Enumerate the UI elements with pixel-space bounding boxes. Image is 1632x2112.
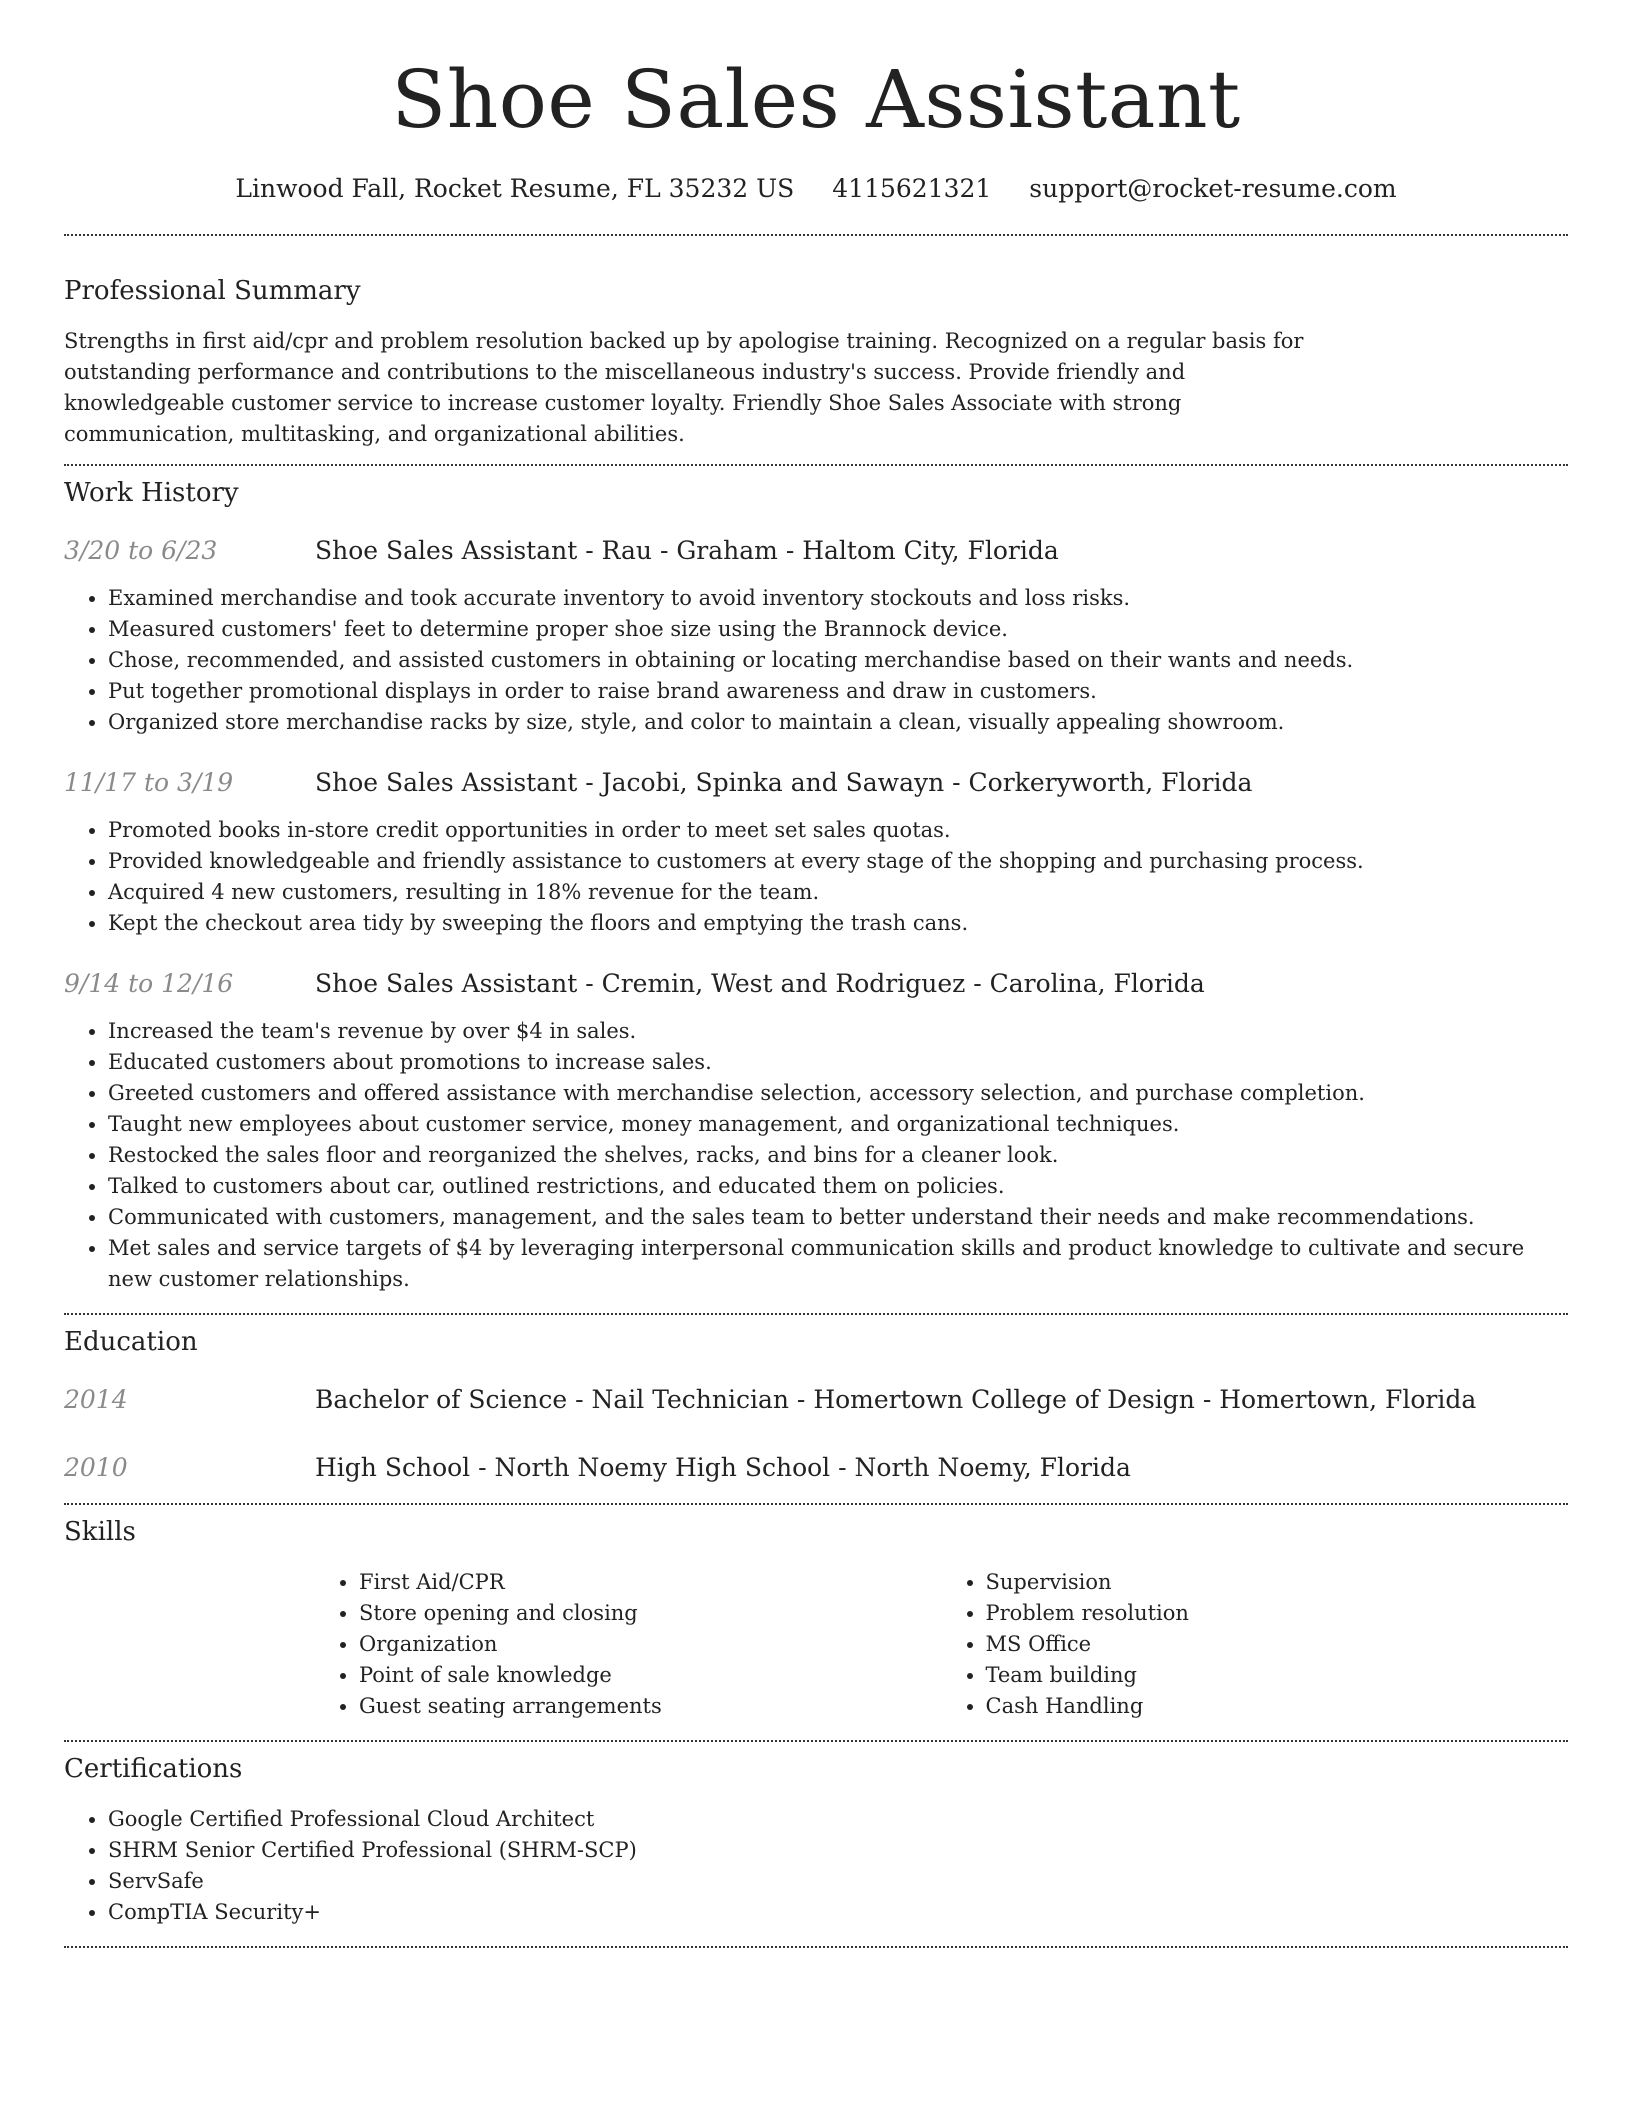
list-item: • MS Office bbox=[986, 1629, 1569, 1660]
list-item: • Organization bbox=[359, 1629, 942, 1660]
job-title: Shoe Sales Assistant - Rau - Graham - Haltom City, Florida bbox=[315, 536, 1059, 565]
job-dates: 9/14 to 12/16 bbox=[64, 969, 234, 998]
list-item: • Team building bbox=[986, 1660, 1569, 1691]
list-item: • Cash Handling bbox=[986, 1691, 1569, 1722]
list-item: • Increased the team's revenue by over $4 in sales. bbox=[108, 1016, 1568, 1047]
job-title: Shoe Sales Assistant - Jacobi, Spinka and Sawayn - Corkeryworth, Florida bbox=[315, 768, 1253, 797]
candidate-name: Shoe Sales Assistant bbox=[391, 53, 1241, 146]
list-item: • Examined merchandise and took accurate inventory to avoid inventory stockouts and loss risks. bbox=[108, 583, 1568, 614]
list-item: • Communicated with customers, management, and the sales team to better understand their needs and make recommendations. bbox=[108, 1202, 1568, 1233]
certifications-list bbox=[64, 1804, 1568, 1928]
job-bullets bbox=[64, 1016, 1568, 1295]
education-degree: Bachelor of Science - Nail Technician bbox=[315, 1385, 789, 1414]
list-item: • Organized store merchandise racks by size, style, and color to maintain a clean, visually appealing showroom. bbox=[108, 707, 1568, 738]
resume-page bbox=[64, 0, 1568, 1948]
list-item: • Measured customers' feet to determine proper shoe size using the Brannock device. bbox=[108, 614, 1568, 645]
job-title: Shoe Sales Assistant - Cremin, West and Rodriguez - Carolina, Florida bbox=[315, 969, 1205, 998]
divider bbox=[64, 1503, 1568, 1505]
job-entry bbox=[64, 536, 1568, 738]
skills-list bbox=[315, 1567, 1568, 1722]
list-item: • CompTIA Security+ bbox=[108, 1897, 1568, 1928]
list-item: • Point of sale knowledge bbox=[359, 1660, 942, 1691]
list-item: • Taught new employees about customer service, money management, and organizational techniques. bbox=[108, 1109, 1568, 1140]
list-item: • Met sales and service targets of $4 by leveraging interpersonal communication skills and product knowledge to cultivate and secure new customer relationships. bbox=[108, 1233, 1568, 1295]
list-item: • Greeted customers and offered assistance with merchandise selection, accessory selection, and purchase completion. bbox=[108, 1078, 1568, 1109]
section-title-work-history: Work History bbox=[64, 478, 239, 508]
list-item: • Google Certified Professional Cloud Architect bbox=[108, 1804, 1568, 1835]
contact-email: support@rocket-resume.com bbox=[1029, 174, 1397, 203]
list-item: • SHRM Senior Certified Professional (SHRM-SCP) bbox=[108, 1835, 1568, 1866]
contact-line bbox=[64, 174, 1568, 204]
list-item: • Kept the checkout area tidy by sweeping the floors and emptying the trash cans. bbox=[108, 908, 1568, 939]
education-entry bbox=[64, 1453, 1568, 1483]
job-dates: 11/17 to 3/19 bbox=[64, 768, 234, 797]
education-entry bbox=[64, 1385, 1568, 1415]
section-title-education: Education bbox=[64, 1327, 198, 1357]
education-year: 2014 bbox=[64, 1385, 128, 1414]
section-title-skills: Skills bbox=[64, 1517, 136, 1547]
divider bbox=[64, 1946, 1568, 1948]
skills-column-left bbox=[315, 1567, 942, 1722]
job-entry bbox=[64, 969, 1568, 1295]
summary-text: Strengths in first aid/cpr and problem resolution backed up by apologise training. Recognized on a regular basis for outstanding performance and contributions to the miscellaneous industry's success. Provide friendly and knowledgeable customer service to increase customer loyalty. Friendly Shoe Sales Associate with strong communication, multitasking, and organizational abilities. bbox=[64, 329, 1304, 446]
education-school: - North Noemy High School - North Noemy, Florida bbox=[470, 1453, 1131, 1482]
list-item: • Problem resolution bbox=[986, 1598, 1569, 1629]
divider bbox=[64, 234, 1568, 236]
list-item: • Promoted books in-store credit opportunities in order to meet set sales quotas. bbox=[108, 815, 1568, 846]
list-item: • Guest seating arrangements bbox=[359, 1691, 942, 1722]
list-item: • First Aid/CPR bbox=[359, 1567, 942, 1598]
list-item: • Acquired 4 new customers, resulting in 18% revenue for the team. bbox=[108, 877, 1568, 908]
list-item: • ServSafe bbox=[108, 1866, 1568, 1897]
list-item: • Supervision bbox=[986, 1567, 1569, 1598]
job-bullets bbox=[64, 815, 1568, 939]
section-title-certifications: Certifications bbox=[64, 1754, 243, 1784]
divider bbox=[64, 1313, 1568, 1315]
list-item: • Talked to customers about car, outlined restrictions, and educated them on policies. bbox=[108, 1171, 1568, 1202]
list-item: • Chose, recommended, and assisted customers in obtaining or locating merchandise based on their wants and needs. bbox=[108, 645, 1568, 676]
education-degree: High School bbox=[315, 1453, 471, 1482]
list-item: • Provided knowledgeable and friendly assistance to customers at every stage of the shopping and purchasing process. bbox=[108, 846, 1568, 877]
job-entry bbox=[64, 768, 1568, 939]
list-item: • Restocked the sales floor and reorganized the shelves, racks, and bins for a cleaner look. bbox=[108, 1140, 1568, 1171]
list-item: • Store opening and closing bbox=[359, 1598, 942, 1629]
list-item: • Educated customers about promotions to increase sales. bbox=[108, 1047, 1568, 1078]
divider bbox=[64, 464, 1568, 466]
education-year: 2010 bbox=[64, 1453, 128, 1482]
list-item: • Put together promotional displays in order to raise brand awareness and draw in customers. bbox=[108, 676, 1568, 707]
contact-address: Linwood Fall, Rocket Resume, FL 35232 US bbox=[235, 174, 795, 203]
skills-column-right bbox=[942, 1567, 1569, 1722]
section-title-summary: Professional Summary bbox=[64, 276, 361, 306]
divider bbox=[64, 1740, 1568, 1742]
contact-phone: 4115621321 bbox=[832, 174, 992, 203]
job-bullets bbox=[64, 583, 1568, 738]
education-school: - Homertown College of Design - Homertown, Florida bbox=[788, 1385, 1477, 1414]
job-dates: 3/20 to 6/23 bbox=[64, 536, 218, 565]
